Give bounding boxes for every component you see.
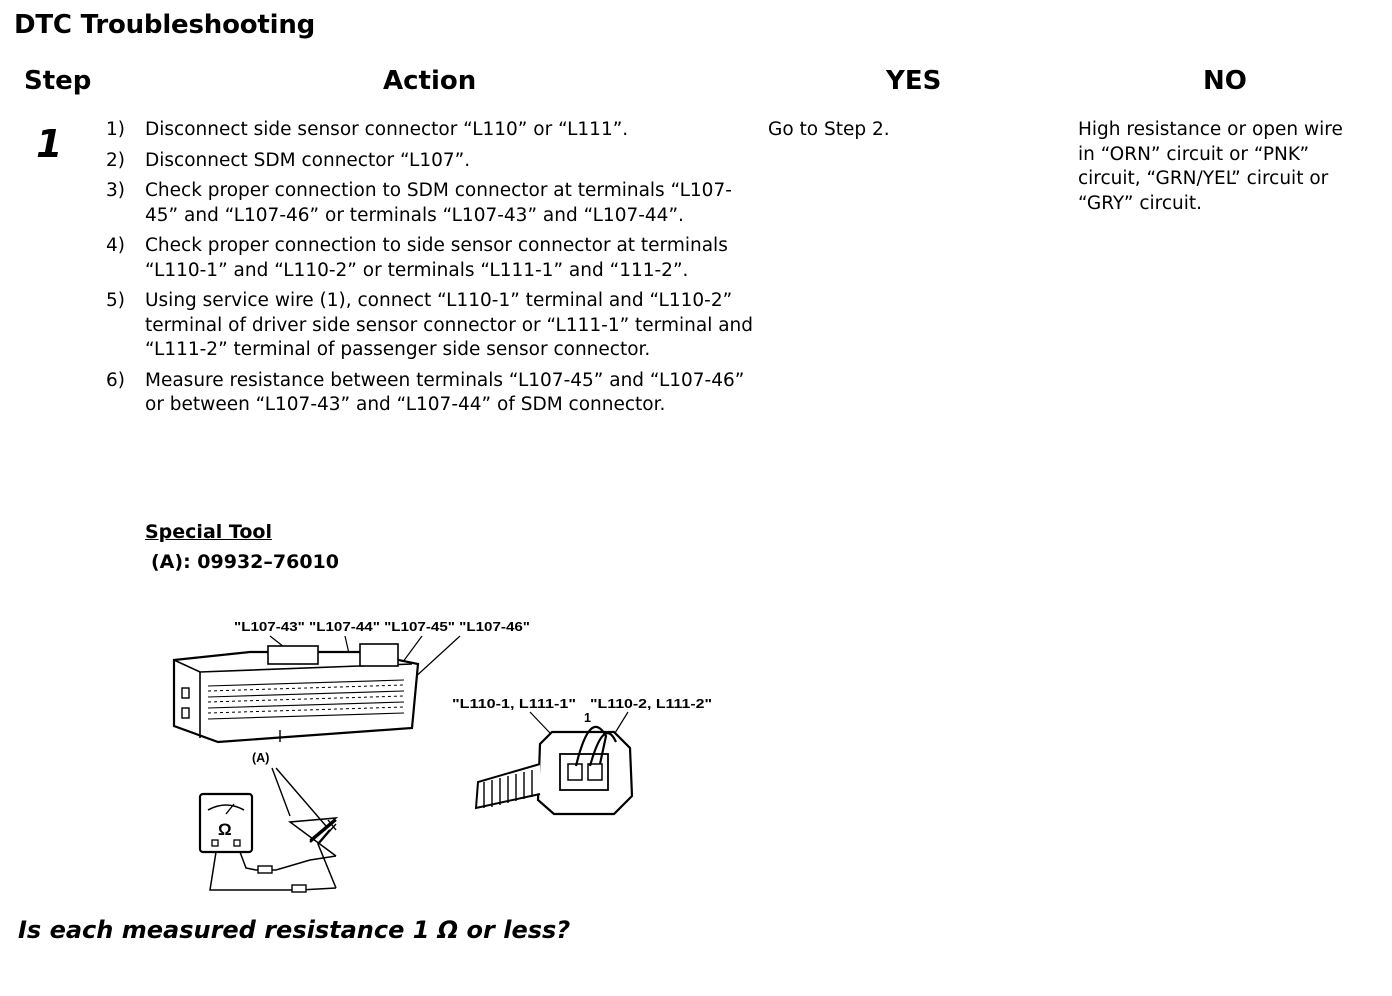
special-tool-label: Special Tool <box>145 521 272 543</box>
side-sensor-connector <box>476 712 632 814</box>
no-result: High resistance or open wire in “ORN” circuit or “PNK” circuit, “GRN/YEL” circuit or “GRY” circuit. <box>1078 119 1343 214</box>
column-header-action: Action <box>383 66 477 96</box>
action-item-text: Check proper connection to side sensor connector at terminals “L110-1” and “L110-2” or terminals “L111-1” and “111-2”. <box>145 235 728 281</box>
action-item <box>106 149 756 174</box>
action-item-text: Disconnect SDM connector “L107”. <box>145 149 471 171</box>
action-item-number: 2) <box>106 149 125 171</box>
action-item <box>106 118 756 143</box>
ohm-symbol: Ω <box>218 820 232 839</box>
column-header-yes: YES <box>886 66 942 96</box>
action-item-text: Disconnect side sensor connector “L110” or “L111”. <box>145 119 629 140</box>
step-number: 1 <box>36 122 63 166</box>
action-item <box>106 179 756 228</box>
action-item-number: 1) <box>106 119 125 140</box>
action-item-text: Measure resistance between terminals “L107-45” and “L107-46” or between “L107-43” and “L107-44” of SDM connector. <box>145 369 745 415</box>
action-item <box>106 369 756 418</box>
action-item-number: 5) <box>106 290 125 311</box>
action-list <box>106 118 756 424</box>
action-item-number: 4) <box>106 235 125 256</box>
special-tool-value: (A): 09932–76010 <box>151 551 339 573</box>
tool-label: (A) <box>252 751 270 765</box>
sensor-label-2: "L110-2, L111-2" <box>590 697 713 711</box>
action-item <box>106 289 756 363</box>
sdm-terminal-labels: "L107-43" "L107-44" "L107-45" "L107-46" <box>234 620 531 634</box>
action-item-number: 6) <box>106 369 125 391</box>
action-item-text: Check proper connection to SDM connector at terminals “L107-45” and “L107-46” or terminals “L107-43” and “L107-44”. <box>145 180 732 226</box>
step-question: Is each measured resistance 1 Ω or less? <box>18 916 571 944</box>
action-item <box>106 234 756 283</box>
service-wire-label: 1 <box>584 711 591 725</box>
action-item-text: Using service wire (1), connect “L110-1” terminal and “L110-2” terminal of driver side sensor connector or “L111-1” terminal and “L111-2” terminal of passenger side sensor connector. <box>145 290 754 360</box>
sdm-connector <box>174 644 418 742</box>
sensor-label-1: "L110-1, L111-1" <box>452 697 577 711</box>
column-header-no: NO <box>1203 66 1247 96</box>
yes-result: Go to Step 2. <box>768 119 890 140</box>
connection-diagram <box>160 604 760 904</box>
page-title: DTC Troubleshooting <box>14 10 316 40</box>
action-item-number: 3) <box>106 180 125 201</box>
column-header-step: Step <box>24 66 92 96</box>
